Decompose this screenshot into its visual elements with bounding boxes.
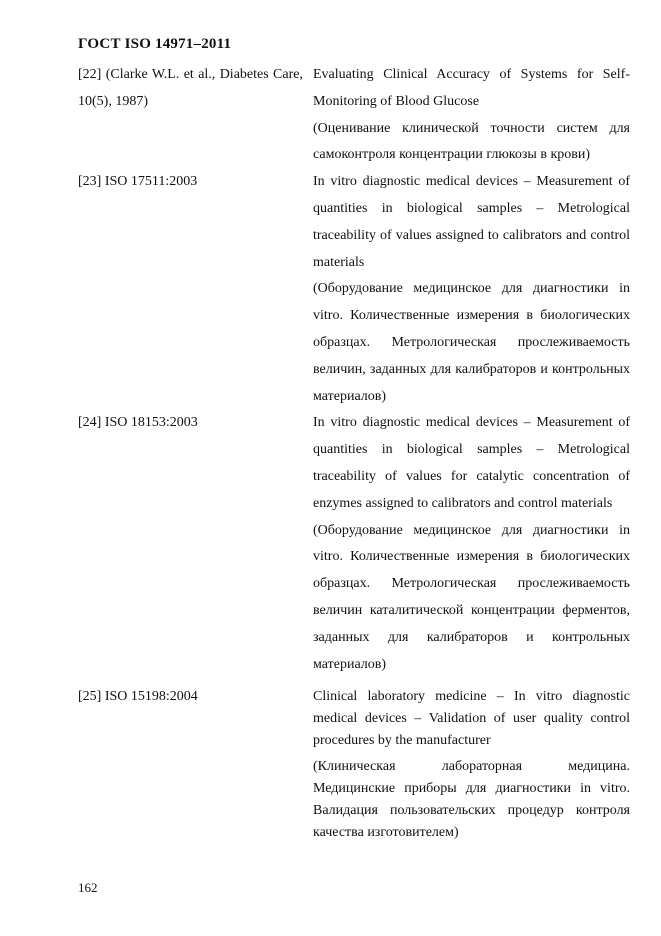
- bibliography-entry-23: [78, 169, 630, 410]
- reference-key: [22] (Clarke W.L. et al., Diabetes Care, 10(5), 1987): [78, 67, 303, 109]
- reference-title-en: Evaluating Clinical Accuracy of Systems for Self-Monitoring of Blood Glucose: [313, 67, 630, 109]
- reference-body: [313, 62, 630, 169]
- reference-title-ru: (Оборудование медицинское для диагностики in vitro. Количественные измерения в биологических образцах. Метрологическая прослеживаемость величин, заданных для калибраторов и контрольных материалов): [313, 281, 630, 404]
- reference-key: [23] ISO 17511:2003: [78, 174, 198, 190]
- document-header: ГОСТ ISO 14971–2011: [78, 36, 232, 52]
- reference-title-en: In vitro diagnostic medical devices – Measurement of quantities in biological samples – Metrological traceability of values assigned to calibrators and control materials: [313, 174, 630, 270]
- reference-key: [25] ISO 15198:2004: [78, 689, 198, 705]
- bibliography-entry-25: [78, 686, 630, 844]
- reference-body: [313, 169, 630, 410]
- reference-title-ru: (Оценивание клинической точности систем для самоконтроля концентрации глюкозы в крови): [313, 120, 630, 163]
- reference-title-en: Clinical laboratory medicine – In vitro diagnostic medical devices – Validation of user quality control procedures by the manufacturer: [313, 689, 630, 749]
- bibliography-list: [78, 62, 630, 844]
- page-number: 162: [78, 880, 98, 895]
- reference-key: [24] ISO 18153:2003: [78, 415, 198, 431]
- bibliography-entry-22: [78, 62, 630, 169]
- bibliography-entry-24: [78, 410, 630, 678]
- reference-title-en: In vitro diagnostic medical devices – Measurement of quantities in biological samples – Metrological traceability of values for catalytic concentration of enzymes assigned to calibrators and control materials: [313, 415, 630, 511]
- reference-title-ru: (Оборудование медицинское для диагностики in vitro. Количественные измерения в биологических образцах. Метрологическая прослеживаемость величин каталитической концентрации ферментов, заданных для калибраторов и контрольных материалов): [313, 522, 630, 672]
- reference-body: [313, 686, 630, 844]
- reference-title-ru: (Клиническая лабораторная медицина. Медицинские приборы для диагностики in vitro. Валидация пользовательских процедур контроля качества изготовителем): [313, 759, 630, 841]
- reference-body: [313, 410, 630, 678]
